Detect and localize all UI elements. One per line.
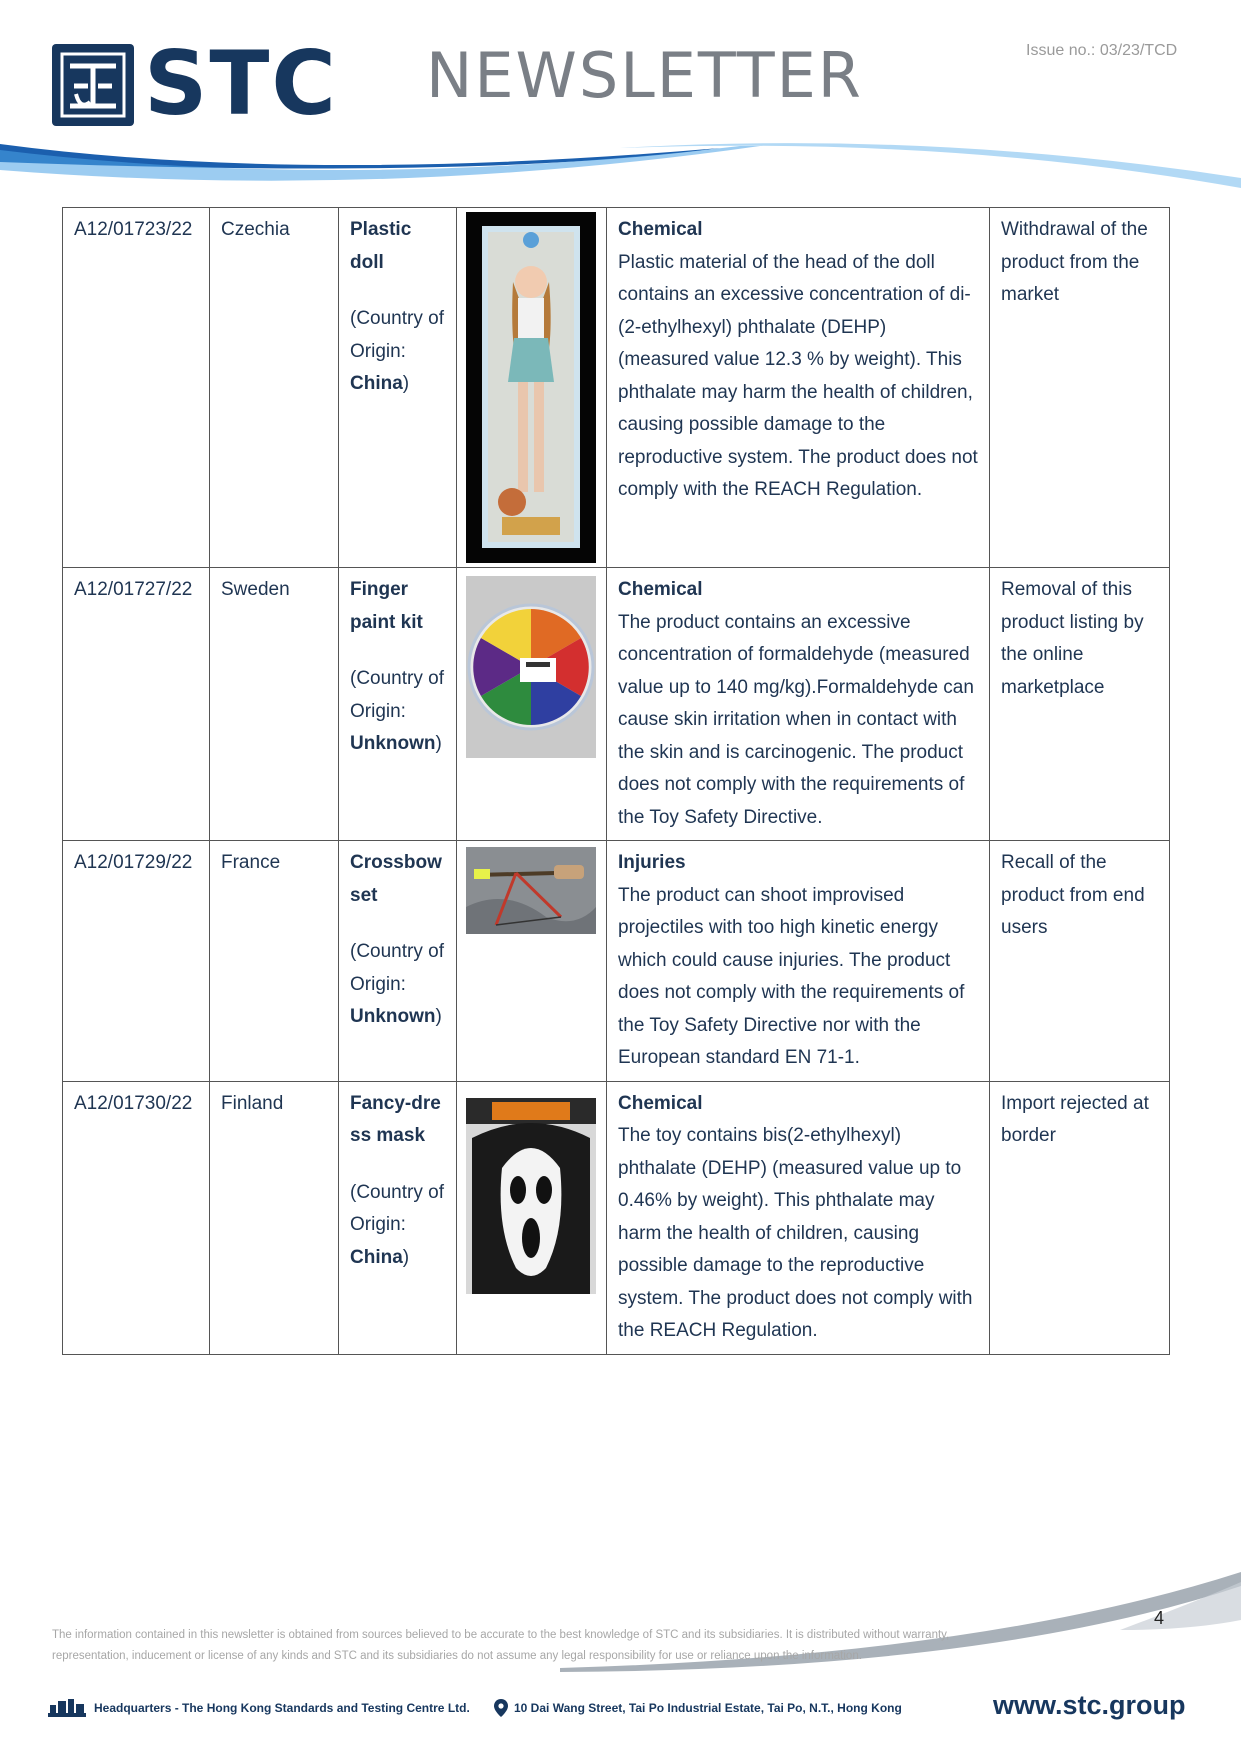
footer-headquarters <box>48 1699 470 1717</box>
ghost-mask-photo-icon <box>466 1098 596 1294</box>
image-cell <box>457 568 607 841</box>
reference-cell: A12/01730/22 <box>63 1081 210 1354</box>
product-cell <box>339 568 457 841</box>
description-cell <box>607 1081 990 1354</box>
image-cell <box>457 1081 607 1354</box>
country-cell: Finland <box>210 1081 339 1354</box>
origin-line: (Country of Origin: China) <box>350 1181 444 1268</box>
measure-cell: Removal of this product listing by the online marketplace <box>990 568 1170 841</box>
table-row <box>63 1081 1170 1354</box>
measure-cell: Withdrawal of the product from the market <box>990 208 1170 568</box>
image-cell <box>457 208 607 568</box>
origin-line: (Country of Origin: Unknown) <box>350 941 444 1027</box>
paint-palette-photo-icon <box>466 576 596 758</box>
measure-cell: Import rejected at border <box>990 1081 1170 1354</box>
building-icon <box>48 1699 86 1717</box>
description-cell <box>607 208 990 568</box>
hazard-description: The product contains an excessive concentration of formaldehyde (measured value up to 140 mg/kg).Formaldehyde can cause skin irritation when in contact with the skin and is carcinogenic. The product does not comply with the requirements of the Toy Safety Directive. <box>618 611 974 828</box>
disclaimer: The information contained in this newsletter is obtained from sources believed to be accurate to the best knowledge of STC and its subsidiaries. It is distributed without warranty, representation, inducement or license of any kinds and STC and its subsidiaries do not assume any legal responsibility for use or reliance upon the information. <box>52 1629 950 1662</box>
hazard-type: Injuries <box>618 852 686 873</box>
table-row <box>63 208 1170 568</box>
hazard-type: Chemical <box>618 579 703 600</box>
product-cell <box>339 1081 457 1354</box>
header-swoosh <box>0 140 1241 200</box>
description-cell <box>607 841 990 1082</box>
country-cell: France <box>210 841 339 1082</box>
doll-in-box-photo-icon <box>466 212 596 563</box>
logo-text: STC <box>144 32 338 135</box>
origin-line: (Country of Origin: China) <box>350 308 444 394</box>
origin-country: Unknown <box>350 1006 436 1027</box>
issue-number: Issue no.: 03/23/TCD <box>1026 42 1178 59</box>
hazard-description: Plastic material of the head of the doll contains an excessive concentration of di-(2-ethylhexyl) phthalate (DEHP) (measured value 12.3 % by weight). This phthalate may harm the health of children, causing possible damage to the reproductive system. The product does not comply with the REACH Regulation. <box>618 251 978 500</box>
product-name: Crossbow set <box>350 852 442 906</box>
description-cell <box>607 568 990 841</box>
location-pin-icon <box>494 1699 508 1717</box>
country-cell: Sweden <box>210 568 339 841</box>
table-row <box>63 568 1170 841</box>
page-title: NEWSLETTER <box>426 39 863 112</box>
stc-logo <box>52 32 352 135</box>
origin-line: (Country of Origin: Unknown) <box>350 668 444 754</box>
hazard-type: Chemical <box>618 1092 703 1114</box>
table-row <box>63 841 1170 1082</box>
headquarters-text: Headquarters - The Hong Kong Standards and Testing Centre Ltd. <box>94 1701 470 1715</box>
country-cell: Czechia <box>210 208 339 568</box>
product-name: Finger paint kit <box>350 579 423 633</box>
product-cell <box>339 841 457 1082</box>
product-name: Plastic doll <box>350 219 412 273</box>
product-name: Fancy-dress mask <box>350 1092 441 1146</box>
hazard-description: The product can shoot improvised projectiles with too high kinetic energy which could cause injuries. The product does not comply with the requirements of the Toy Safety Directive nor with the European standard EN 71-1. <box>618 884 965 1068</box>
image-cell <box>457 841 607 1082</box>
reference-cell: A12/01723/22 <box>63 208 210 568</box>
product-cell <box>339 208 457 568</box>
reference-cell: A12/01729/22 <box>63 841 210 1082</box>
hazard-description: The toy contains bis(2-ethylhexyl) phthalate (DEHP) (measured value up to 0.46% by weight). This phthalate may harm the health of children, causing possible damage to the reproductive system. The product does not comply with the REACH Regulation. <box>618 1125 973 1341</box>
hazard-type: Chemical <box>618 219 703 240</box>
measure-cell: Recall of the product from end users <box>990 841 1170 1082</box>
reference-cell: A12/01727/22 <box>63 568 210 841</box>
recall-table <box>62 207 1170 1355</box>
origin-country: China <box>350 373 403 394</box>
footer-address <box>494 1699 902 1717</box>
crossbow-photo-icon <box>466 847 596 934</box>
stc-emblem-icon <box>52 44 134 126</box>
address-text: 10 Dai Wang Street, Tai Po Industrial Estate, Tai Po, N.T., Hong Kong <box>514 1701 902 1715</box>
website-link[interactable]: www.stc.group <box>993 1690 1186 1720</box>
origin-country: China <box>350 1246 403 1268</box>
origin-country: Unknown <box>350 733 436 754</box>
page-number: 4 <box>1154 1608 1165 1628</box>
